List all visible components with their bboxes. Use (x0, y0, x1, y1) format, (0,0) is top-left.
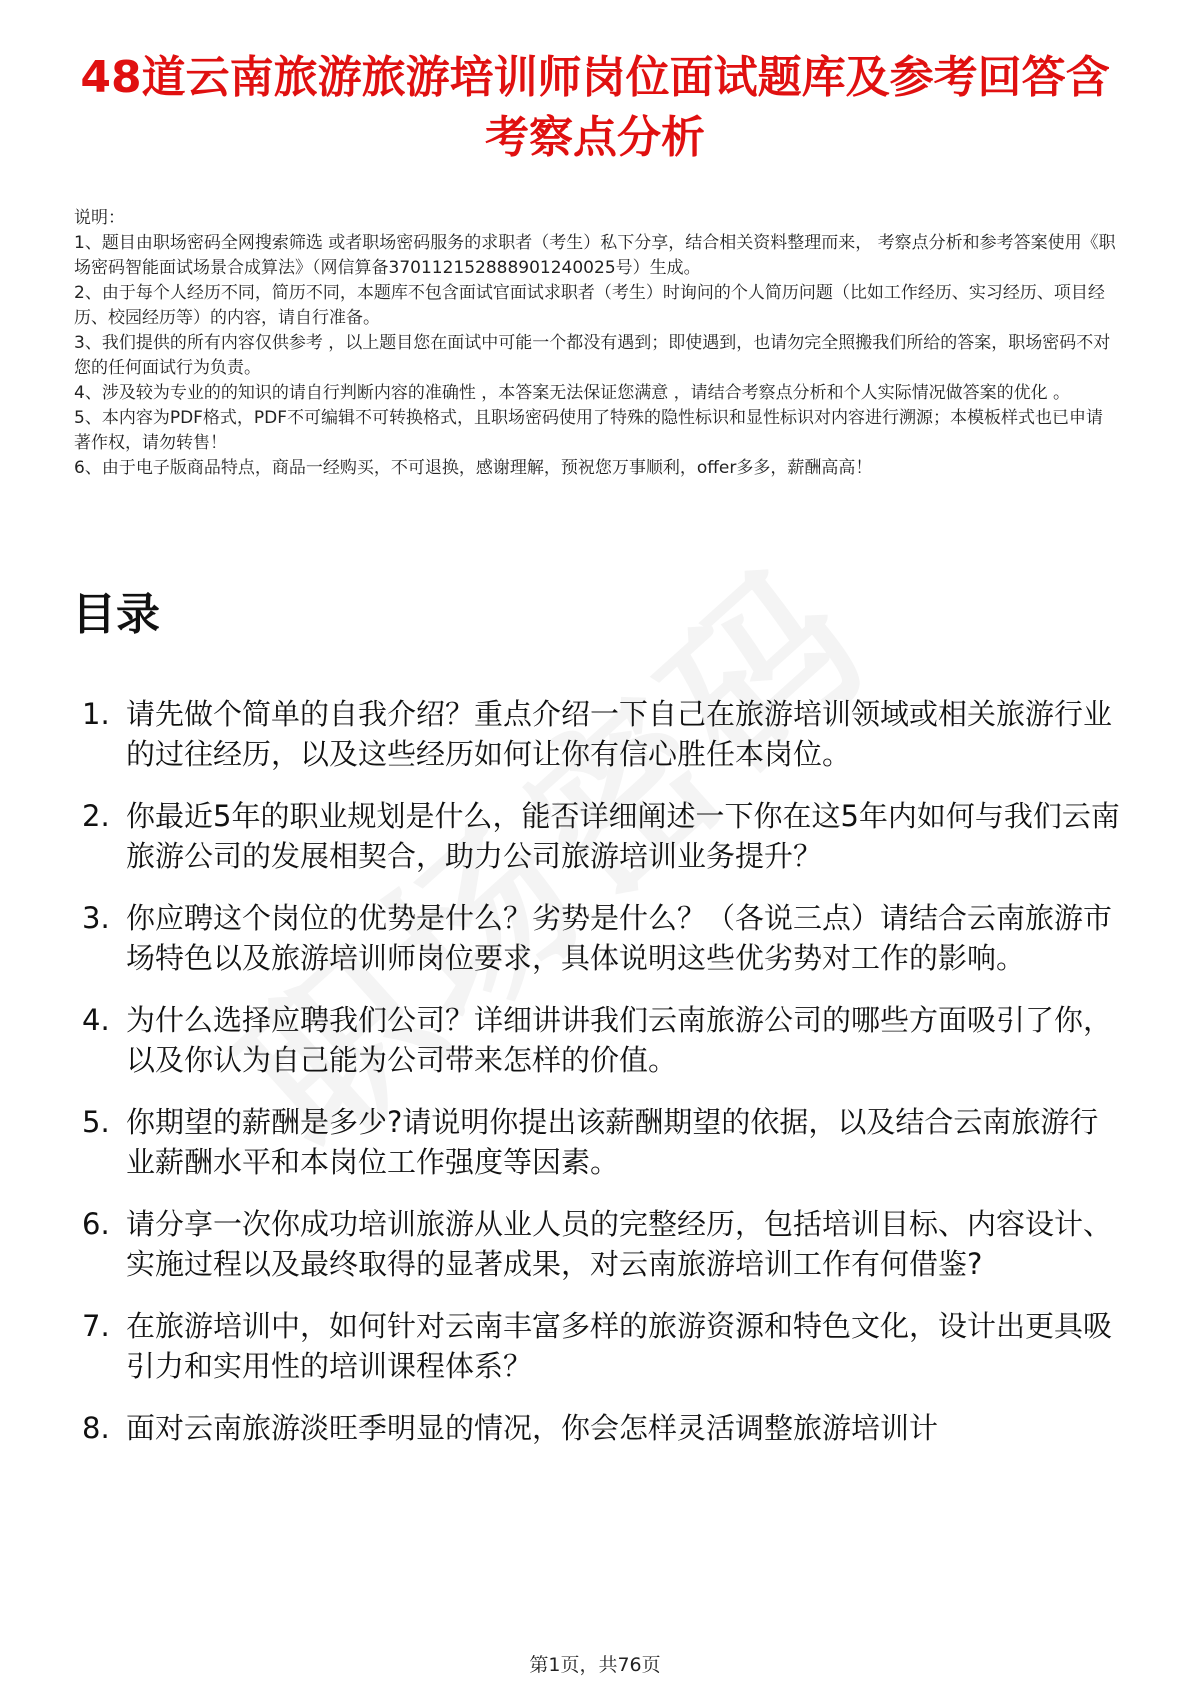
document-title: 48道云南旅游旅游培训师岗位面试题库及参考回答含考察点分析 (80, 52, 1110, 163)
note-item: 6、由于电子版商品特点，商品一经购买，不可退换，感谢理解，预祝您万事顺利，offer多多，薪酬高高！ (74, 458, 873, 478)
toc-item-text: 请分享一次你成功培训旅游从业人员的完整经历，包括培训目标、内容设计、实施过程以及最终取得的显著成果，对云南旅游培训工作有何借鉴? (126, 1207, 1113, 1281)
toc-item[interactable] (82, 694, 1122, 774)
toc-item-text: 你最近5年的职业规划是什么，能否详细阐述一下你在这5年内如何与我们云南旅游公司的发展相契合，助力公司旅游培训业务提升？ (126, 799, 1120, 873)
notes-label: 说明： (74, 208, 125, 228)
toc-item[interactable] (82, 796, 1122, 876)
toc-item[interactable] (82, 1000, 1122, 1080)
toc-item[interactable] (82, 898, 1122, 978)
toc-item[interactable] (82, 1102, 1122, 1182)
toc-heading: 目录 (72, 589, 160, 640)
toc-item-number: 1. (82, 697, 110, 731)
toc-item-number: 8. (82, 1411, 110, 1445)
note-item: 1、题目由职场密码全网搜索筛选 或者职场密码服务的求职者（考生）私下分享，结合相关资料整理而来， 考察点分析和参考答案使用《职场密码智能面试场景合成算法》（网信算备370112152888901240025号）生成。 (74, 233, 1116, 278)
note-item: 3、我们提供的所有内容仅供参考 ，以上题目您在面试中可能一个都没有遇到；即使遇到，也请勿完全照搬我们所给的答案，职场密码不对您的任何面试行为负责。 (74, 333, 1111, 378)
toc-item[interactable] (82, 1408, 1122, 1448)
note-item: 5、本内容为PDF格式，PDF不可编辑不可转换格式，且职场密码使用了特殊的隐性标识和显性标识对内容进行溯源；本模板样式也已申请著作权，请勿转售！ (74, 408, 1104, 453)
toc-item[interactable] (82, 1306, 1122, 1386)
note-item: 2、由于每个人经历不同，简历不同，本题库不包含面试官面试求职者（考生）时询问的个人简历问题（比如工作经历、实习经历、项目经历、校园经历等）的内容，请自行准备。 (74, 283, 1105, 328)
toc-item-number: 7. (82, 1309, 110, 1343)
toc-item-text: 面对云南旅游淡旺季明显的情况，你会怎样灵活调整旅游培训计 (126, 1411, 939, 1445)
toc-item-number: 4. (82, 1003, 110, 1037)
toc-item-number: 2. (82, 799, 110, 833)
toc-item-number: 5. (82, 1105, 110, 1139)
notes-section (74, 206, 1120, 481)
toc-item-number: 3. (82, 901, 110, 935)
toc-item-text: 你期望的薪酬是多少?请说明你提出该薪酬期望的依据，以及结合云南旅游行业薪酬水平和本岗位工作强度等因素。 (126, 1105, 1099, 1179)
toc-item-text: 请先做个简单的自我介绍？重点介绍一下自己在旅游培训领域或相关旅游行业的过往经历，以及这些经历如何让你有信心胜任本岗位。 (126, 697, 1113, 771)
toc-item-number: 6. (82, 1207, 110, 1241)
toc-item-text: 在旅游培训中，如何针对云南丰富多样的旅游资源和特色文化，设计出更具吸引力和实用性的培训课程体系？ (126, 1309, 1113, 1383)
toc-item-text: 为什么选择应聘我们公司？详细讲讲我们云南旅游公司的哪些方面吸引了你，以及你认为自己能为公司带来怎样的价值。 (126, 1003, 1113, 1077)
toc-item[interactable] (82, 1204, 1122, 1284)
page-footer: 第1页，共76页 (529, 1654, 661, 1676)
toc-item-text: 你应聘这个岗位的优势是什么？劣势是什么？（各说三点）请结合云南旅游市场特色以及旅游培训师岗位要求，具体说明这些优劣势对工作的影响。 (126, 901, 1113, 975)
toc-list (82, 694, 1122, 1470)
note-item: 4、涉及较为专业的的知识的请自行判断内容的准确性 ，本答案无法保证您满意 ，请结合考察点分析和个人实际情况做答案的优化 。 (74, 383, 1071, 403)
